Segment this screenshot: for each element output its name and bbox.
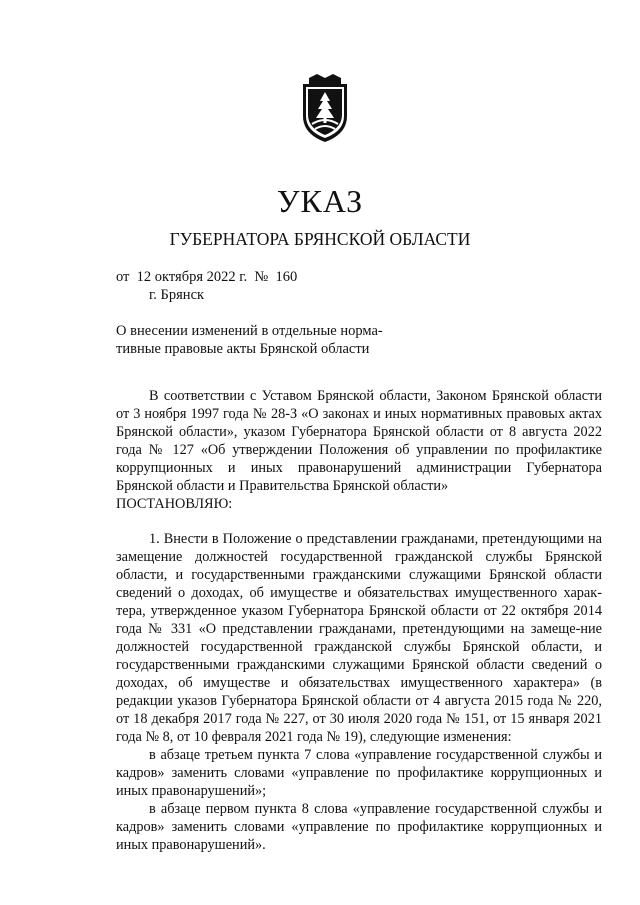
decree-subject: О внесении изменений в отдельные норма-тивные правовые акты Брянской области [116, 323, 383, 357]
item-1-paragraph: 1. Внести в Положение о представлении гражданами, претендующими на замещение должностей государственной гражданской службы Брянской области, и государственными гражданскими служащими Брянской области сведений о доходах, об имуществе и обязательствах имущественного харак-тера, утвержденное указом Губернатора Брянской области от 22 октября 2014 года № 331 «О представлении гражданами, претендующими на замеще-ние должностей государственной гражданской службы Брянской области, и государственными гражданскими служащими Брянской области сведений о доходах, об имуществе и обязательствах имущественного характера» (в редакции указов Губернатора Брянской области от 4 августа 2015 года № 220, от 18 декабря 2017 года № 227, от 30 июля 2020 года № 151, от 15 января 2021 года № 8, от 10 февраля 2021 года № 19), следующие изменения: [116, 531, 602, 745]
change-1-paragraph: в абзаце третьем пункта 7 слова «управление государственной службы и кадров» заменить словами «управление по профилактике коррупционных и иных правонарушений»; [116, 747, 602, 799]
bryansk-coat-of-arms-icon [297, 72, 353, 144]
change-2-paragraph: в абзаце первом пункта 8 слова «управление государственной службы и кадров» заменить словами «управление по профилактике коррупционных и иных правонарушений». [116, 801, 602, 853]
decree-word: ПОСТАНОВЛЯЮ: [116, 496, 233, 512]
decree-body [116, 387, 602, 854]
preamble-paragraph: В соответствии с Уставом Брянской области, Законом Брянской области от 3 ноября 1997 года № 28-З «О законах и иных нормативных правовых актах Брянской области», указом Губернатора Брянской области от 8 августа 2022 года № 127 «Об утверждении Положения об управлении по профилактике коррупционных и иных правонарушений администрации Губернатора Брянской области и Правительства Брянской области» [116, 388, 602, 494]
document-title: УКАЗ [276, 183, 364, 219]
decree-date-number: от 12 октября 2022 г. № 160 [116, 269, 298, 285]
issuer-subtitle: ГУБЕРНАТОРА БРЯНСКОЙ ОБЛАСТИ [169, 229, 471, 249]
decree-city: г. Брянск [149, 287, 205, 303]
